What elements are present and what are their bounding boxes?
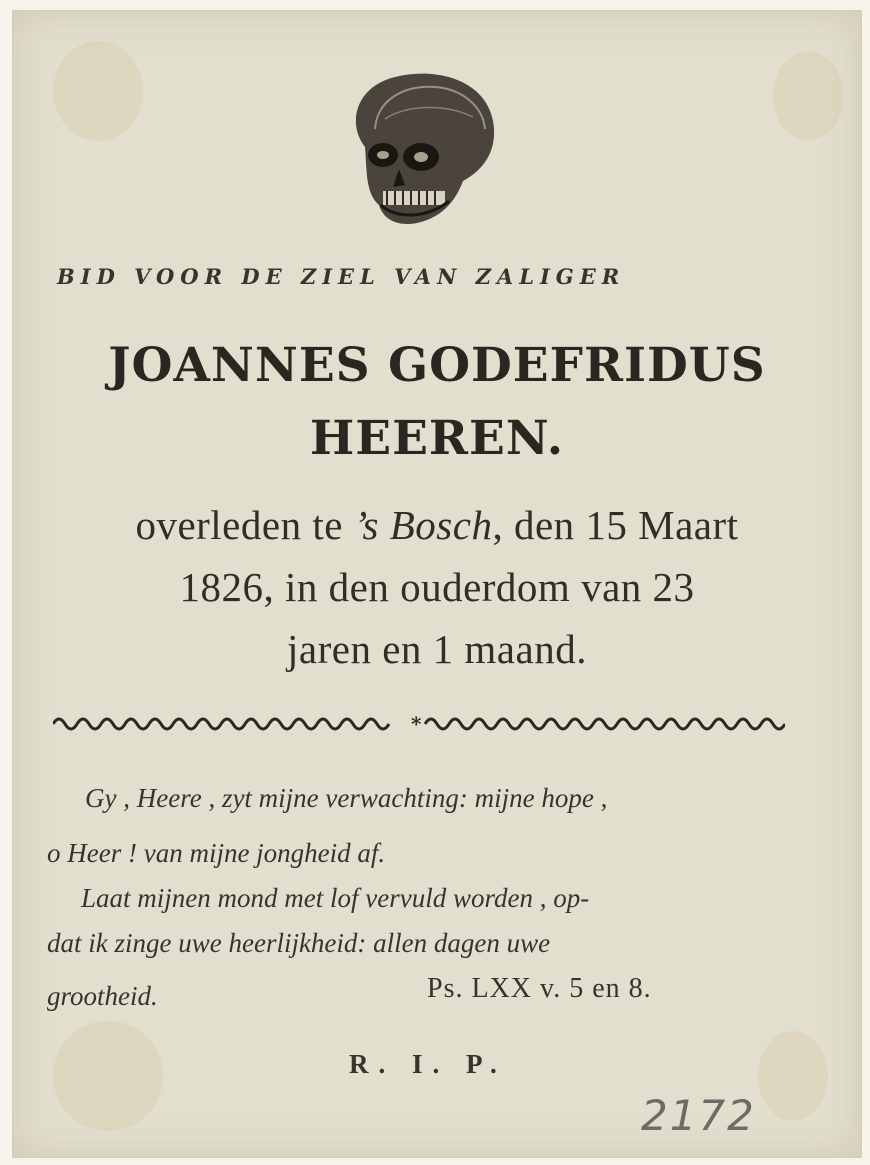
memorial-card [12, 10, 862, 1158]
paper-stain [53, 1021, 163, 1131]
death-date: , den 15 Maart [492, 502, 739, 548]
paper-stain [758, 1031, 828, 1121]
prayer-header: BID VOOR DE ZIEL VAN ZALIGER [57, 264, 626, 289]
death-notice-line: 1826, in den ouderdom van 23 [179, 564, 695, 610]
verse-line: dat ik zinge uwe heerlijkheid: allen dagen uwe [47, 928, 551, 958]
skull-icon [345, 69, 497, 231]
deceased-name: JOANNES GODEFRIDUS [108, 338, 766, 393]
deceased-surname: HEEREN. [309, 411, 565, 466]
death-notice-text: overleden te [135, 502, 354, 548]
death-town: ’s Bosch [353, 502, 493, 548]
verse-line: Laat mijnen mond met lof vervuld worden , op- [81, 883, 590, 913]
verse-line: o Heer ! van mijne jongheid af. [47, 838, 386, 868]
rip-closing: R. I. P. [349, 1049, 507, 1079]
paper-stain [53, 41, 143, 141]
psalm-reference: Ps. LXX v. 5 en 8. [427, 973, 652, 1004]
svg-text:*: * [411, 714, 422, 734]
death-notice-line [13, 501, 861, 549]
verse-line: Gy , Heere , zyt mijne verwachting: mijne hope , [85, 783, 608, 813]
death-notice-line: jaren en 1 maand. [287, 626, 587, 672]
inventory-number: 2172 [641, 1091, 756, 1140]
paper-stain [773, 51, 843, 141]
wave-ornament [53, 714, 785, 734]
verse-line: grootheid. [47, 981, 158, 1011]
